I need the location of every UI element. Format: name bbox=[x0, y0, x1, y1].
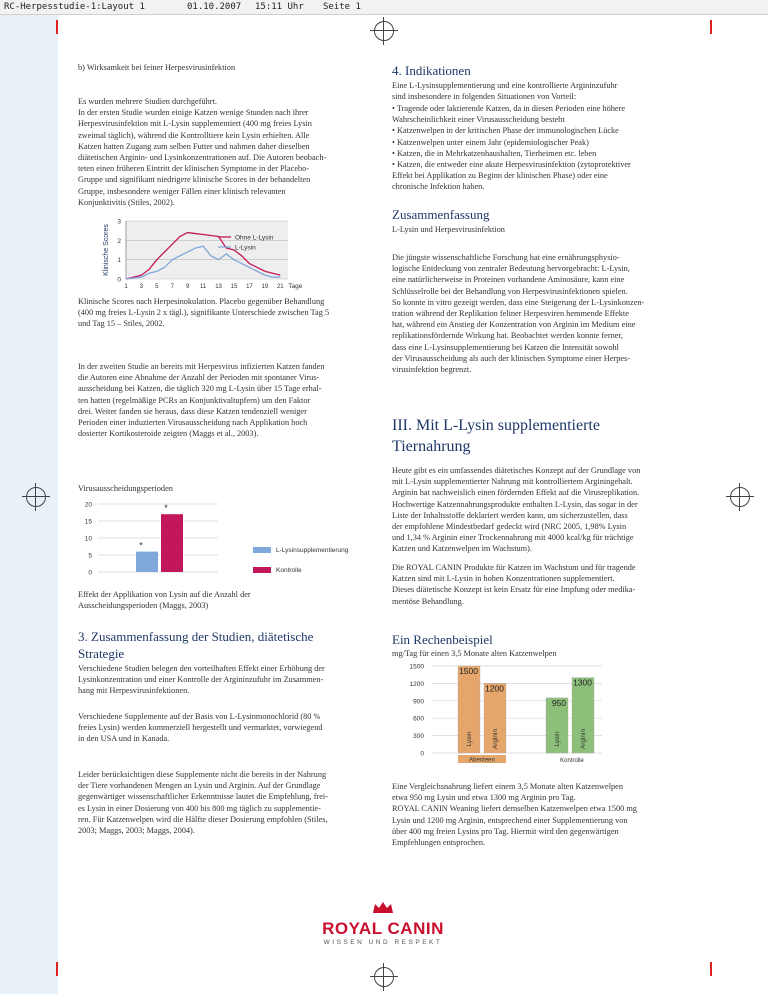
text-line: der Tiere vorhandenen Mengen an Lysin und Arginin. Auf der Grundlage bbox=[78, 781, 321, 791]
text-line: Gruppe, insbesondere weniger Fällen einer klinisch relevanten bbox=[78, 186, 286, 196]
text-line: Eine L-Lysinsupplementierung und eine kontrollierte Argininzufuhr bbox=[392, 81, 618, 90]
text-line: Lysinkonzentration und einer Kontrolle der Argininzufuhr im Zusammen- bbox=[78, 675, 324, 685]
text-line: Hochwertige Katzennahrungsprodukte enthalten L-Lysin, das sogar in der bbox=[392, 499, 638, 509]
heading-line: 3. Zusammenfassung der Studien, diätetische bbox=[78, 629, 314, 644]
text-line: die Autoren eine Abnahme der Anzahl der Perioden mit spontaner Virus- bbox=[78, 373, 320, 383]
summary-subtitle: L-Lysin und Herpesvirusinfektion bbox=[392, 225, 505, 234]
text-line: Heute gibt es ein umfassendes diätetisches Konzept auf der Grundlage von bbox=[392, 466, 641, 475]
text-line: Klinische Scores nach Herpesinokulation. Placebo gegenüber Behandlung bbox=[78, 297, 325, 306]
text-line: mit L-Lysin supplementierter Nahrung mit kontrolliertem Arginingehalt. bbox=[392, 477, 633, 487]
group-label: Kontrolle bbox=[560, 758, 584, 764]
crown-icon bbox=[371, 900, 395, 914]
shedding-chart-title: Virusausscheidungsperioden bbox=[78, 484, 173, 493]
example-text bbox=[392, 781, 692, 848]
x-tick-label: 3 bbox=[139, 284, 144, 290]
heading-line: Strategie bbox=[78, 646, 125, 661]
registration-mark-icon bbox=[370, 963, 398, 991]
y-tick-label: 20 bbox=[84, 501, 92, 509]
crop-mark bbox=[710, 962, 712, 976]
bar bbox=[136, 552, 158, 572]
text-line: (400 mg freies L-Lysin 2 x tägl.), signifikante Unterschiede zwischen Tag 5 bbox=[78, 308, 330, 318]
text-line: ren. Für Katzenwelpen wird die Hälfte dieser Dosierung empfohlen (Stiles, bbox=[78, 814, 328, 824]
heading-line: III. Mit L-Lysin supplementierte bbox=[392, 417, 600, 434]
y-tick-label: 15 bbox=[84, 518, 92, 526]
y-tick-label: 5 bbox=[88, 552, 92, 560]
section-heading-iii bbox=[392, 415, 692, 457]
clinical-scores-chart bbox=[78, 217, 328, 293]
x-tick-label: 21 bbox=[276, 284, 284, 290]
royal-canin-products-text bbox=[392, 562, 692, 607]
y-tick-label: 900 bbox=[413, 698, 424, 706]
text-line: So konnte in vitro gezeigt werden, dass eine Steigerung der L-Lysinkonzen- bbox=[392, 297, 645, 307]
shedding-periods-chart bbox=[78, 496, 388, 580]
logo-name: ROYAL CANIN bbox=[322, 919, 444, 938]
registration-mark-icon bbox=[22, 483, 50, 511]
y-tick-label: 10 bbox=[84, 535, 92, 543]
y-axis-label: Klinische Scores bbox=[103, 224, 110, 276]
section-heading-3 bbox=[78, 628, 378, 662]
text-line: eine natürlicherweise in Proteinen vorhandene Aminosäure, kann eine bbox=[392, 275, 625, 285]
print-slug bbox=[0, 0, 768, 15]
lysin-arginin-chart bbox=[392, 660, 622, 768]
text-line: Schlüsselrolle bei der Behandlung von Herpesvirusinfektionen spielen. bbox=[392, 286, 628, 296]
x-axis-label: Tage bbox=[288, 283, 303, 290]
text-line: drei. Weiter fanden sie heraus, dass diese Katzen tendenziell weniger bbox=[78, 406, 307, 416]
example-subtitle: mg/Tag für einen 3,5 Monate alten Katzenwelpen bbox=[392, 649, 557, 658]
x-tick-label: 1 bbox=[124, 284, 128, 290]
legend-swatch bbox=[253, 567, 271, 573]
text-line: Arginin hat nachweislich einen fördernden Effekt auf die Virusreplikation. bbox=[392, 488, 640, 498]
bar-category-label: Lysin bbox=[554, 731, 561, 747]
heading-line: Tiernahrung bbox=[392, 438, 471, 455]
text-line: Katzen hatten Zugang zum selben Futter und nahmen daher dieselben bbox=[78, 141, 310, 151]
y-tick-label: 0 bbox=[420, 750, 424, 758]
chart-caption-clinical-scores bbox=[78, 296, 378, 330]
paragraph-second-study bbox=[78, 361, 378, 439]
text-line: Leider berücksichtigen diese Supplemente nicht die bereits in der Nahrung bbox=[78, 770, 327, 779]
left-column bbox=[78, 62, 378, 73]
y-tick-label: 2 bbox=[117, 237, 121, 245]
chart-caption-shedding bbox=[78, 589, 378, 611]
text-line: Die ROYAL CANIN Produkte für Katzen im Wachstum und für tragende bbox=[392, 563, 636, 572]
text-line: • Katzenwelpen in der kritischen Phase der immunologischen Lücke bbox=[392, 126, 619, 136]
text-line: ten hatten (regelmäßige PCRs an Konjunktivaltupfern) um den Faktor bbox=[78, 395, 311, 405]
text-line: dosierter Kortikosteroide zeigten (Maggs et al., 2003). bbox=[78, 429, 259, 439]
legend-label: L-Lysinsupplementierung bbox=[276, 547, 349, 554]
bar-value-label: 1500 bbox=[459, 666, 478, 676]
text-line: • Tragende oder laktierende Katzen, da in diesen Perioden eine höhere bbox=[392, 104, 626, 113]
text-line: Die jüngste wissenschaftliche Forschung hat eine ernährungsphysio- bbox=[392, 253, 620, 262]
x-tick-label: 17 bbox=[246, 284, 253, 290]
text-line: mentöse Behandlung. bbox=[392, 596, 464, 606]
x-tick-label: 7 bbox=[170, 284, 174, 290]
text-line: Empfehlungen entsprochen. bbox=[392, 838, 486, 848]
subsection-b: b) Wirksamkeit bei feiner Herpesvirusinfektion bbox=[78, 63, 236, 72]
crop-mark bbox=[56, 962, 58, 976]
y-tick-label: 300 bbox=[413, 733, 424, 741]
indications-list bbox=[392, 103, 692, 193]
y-tick-label: 1 bbox=[117, 257, 121, 265]
bar-category-label: Lysin bbox=[466, 731, 473, 747]
example-heading: Ein Rechenbeispiel bbox=[392, 632, 493, 647]
registration-mark-icon bbox=[370, 17, 398, 45]
slug-date: 01.10.2007 bbox=[187, 2, 242, 12]
text-line: Gruppe und signifikant niedrigere klinische Scores in der behandelten bbox=[78, 175, 311, 185]
text-line: • Katzen, die entweder eine akute Herpesvirusinfektion (zytoprotektiver bbox=[392, 160, 631, 170]
y-tick-label: 0 bbox=[117, 276, 121, 284]
text-line: ausscheidung bei Katzen, die täglich 320 mg L-Lysin über 15 Tage erhal- bbox=[78, 384, 322, 394]
bar-category-label: Arginin bbox=[580, 728, 587, 750]
text-line: Katzen und Katzenwelpen im Wachstum). bbox=[392, 544, 532, 554]
bar-category-label: Arginin bbox=[492, 728, 499, 750]
x-tick-label: 15 bbox=[230, 284, 238, 290]
text-line: zweimal täglich), während die Kontrolltiere kein Lysin erhielten. Alle bbox=[78, 130, 310, 140]
text-line: Verschiedene Supplemente auf der Basis von L-Lysinmonochlorid (80 % bbox=[78, 712, 321, 721]
text-line: der empfohlene Mindestbedarf gedeckt wird (NRC 2005, 1,98% Lysin bbox=[392, 522, 627, 532]
text-line: etwa 950 mg Lysin und etwa 1300 mg Arginin pro Tag. bbox=[392, 793, 576, 803]
registration-mark-icon bbox=[726, 483, 754, 511]
text-line: Wahrscheinlichkeit einer Virusausscheidung besteht bbox=[392, 115, 565, 125]
text-line: • Katzen, die in Mehrkatzenhaushalten, Tierheimen etc. leben bbox=[392, 148, 597, 158]
significance-marker: * bbox=[139, 540, 143, 551]
text-line: Perioden einer induzierten Virusausscheidung nach Applikation hoch bbox=[78, 418, 308, 428]
summary-heading: Zusammenfassung bbox=[392, 207, 490, 222]
significance-marker: * bbox=[164, 503, 168, 514]
summary-text bbox=[392, 252, 692, 375]
text-line: In der ersten Studie wurden einige Katzen wenige Stunden nach ihrer bbox=[78, 108, 309, 118]
x-tick-label: 5 bbox=[155, 284, 159, 290]
text-line: replikationsfördernde Wirkung hat. Beobachtet werden konnte ferner, bbox=[392, 331, 623, 341]
text-line: und 1,34 % Arginin einer Trockennahrung mit 4000 kcal/kg für trächtige bbox=[392, 533, 634, 543]
group-label: Abenteen bbox=[469, 757, 495, 764]
text-line: der Virusausscheidung als auch der klinischen Symptome einer Herpes- bbox=[392, 353, 631, 363]
text-line: sind insbesondere in folgenden Situationen von Vorteil: bbox=[392, 92, 577, 102]
text-line: Effekt bei Applikation zu Beginn der klinischen Phase) oder eine bbox=[392, 171, 608, 181]
text-line: teten einen früheren Eintritt der klinischen Symptome in der Placebo- bbox=[78, 164, 310, 174]
section-heading-4: 4. Indikationen bbox=[392, 63, 471, 78]
logo-tagline: WISSEN UND RESPEKT bbox=[323, 939, 443, 946]
indications-intro bbox=[392, 80, 692, 102]
bar-value-label: 950 bbox=[551, 697, 566, 708]
text-line: Katzen sind mit L-Lysin in hohen Konzentrationen supplementiert. bbox=[392, 574, 615, 584]
paragraph-first-study bbox=[78, 96, 378, 208]
crop-mark bbox=[710, 20, 712, 34]
text-line: über 400 mg freien Lysins pro Tag. Hiermit wird den gegenwärtigen bbox=[392, 826, 619, 836]
bar-value-label: 1200 bbox=[485, 683, 504, 694]
x-tick-label: 13 bbox=[215, 284, 222, 290]
legend-label: Kontrolle bbox=[276, 567, 302, 574]
text-line: Effekt der Applikation von Lysin auf die Anzahl der bbox=[78, 590, 251, 599]
y-tick-label: 0 bbox=[88, 569, 92, 577]
text-line: Liste der Inhaltsstoffe deklariert werden kann, um sicherzustellen, dass bbox=[392, 510, 628, 520]
y-tick-label: 600 bbox=[413, 715, 424, 723]
text-line: diätetischen Arginin- und Lysinkonzentrationen auf. Die Autoren beobach- bbox=[78, 153, 327, 163]
text-line: 2003; Maggs, 2003; Maggs, 2004). bbox=[78, 826, 195, 836]
royal-canin-logo bbox=[318, 900, 448, 946]
slug-time: 15:11 Uhr bbox=[255, 2, 304, 12]
x-tick-label: 9 bbox=[186, 284, 190, 290]
slug-doc: RC-Herpesstudie-1:Layout 1 bbox=[4, 2, 145, 12]
legend-label: Ohne L-Lysin bbox=[235, 234, 274, 242]
slug-page: Seite 1 bbox=[323, 2, 361, 12]
text-line: logische Entdeckung von zentraler Bedeutung hervorgebracht: L-Lysin, bbox=[392, 264, 630, 274]
crop-mark bbox=[56, 20, 58, 34]
text-line: Dieses diätetische Konzept ist kein Ersatz für eine Impfung oder medika- bbox=[392, 585, 636, 595]
text-line: hat, während ein Anstieg der Konzentration von Arginin im Medium eine bbox=[392, 320, 636, 330]
paragraph-studies-summary bbox=[78, 663, 378, 697]
text-line: Herpesvirusinfektion mit L-Lysin supplementiert (400 mg freies Lysin bbox=[78, 119, 312, 129]
text-line: es Lysin in einer Dosierung von 400 bis 800 mg täglich zu supplementie- bbox=[78, 803, 321, 813]
text-line: Lysin und 1200 mg Arginin, entsprechend einer Supplementierung von bbox=[392, 815, 628, 825]
text-line: • Katzenwelpen unter einem Jahr (epidemiologischer Peak) bbox=[392, 137, 589, 147]
bar bbox=[161, 514, 183, 572]
text-line: gegenwärtiger wissenschaftlicher Erkenntnisse lautet die Empfehlung, frei- bbox=[78, 792, 328, 802]
y-tick-label: 1200 bbox=[409, 680, 424, 688]
text-line: Konjunktivitis (Stiles, 2002). bbox=[78, 197, 175, 207]
text-line: tration während der Replikation feliner Herpesviren hemmende Effekte bbox=[392, 309, 629, 319]
text-line: hang mit Herpesvirusinfektionen. bbox=[78, 686, 190, 696]
x-tick-label: 11 bbox=[200, 284, 207, 290]
text-line: Ausscheidungsperioden (Maggs, 2003) bbox=[78, 601, 209, 611]
text-line: dass eine L-Lysinsupplementierung bei Katzen die Intensität sowohl bbox=[392, 342, 619, 352]
paragraph-supplements bbox=[78, 711, 378, 745]
legend-swatch bbox=[253, 547, 271, 553]
text-line: Es wurden mehrere Studien durchgeführt. bbox=[78, 97, 217, 106]
text-line: virusinfektion begrenzt. bbox=[392, 365, 472, 375]
y-tick-label: 3 bbox=[117, 218, 121, 226]
y-tick-label: 1500 bbox=[409, 663, 424, 671]
diet-concept-text bbox=[392, 465, 692, 555]
paragraph-recommendation bbox=[78, 769, 378, 836]
text-line: freies Lysin) werden kommerziell hergestellt und vermarktet, vorwiegend bbox=[78, 723, 323, 733]
text-line: ROYAL CANIN Weaning liefert demselben Katzenwelpen etwa 1500 mg bbox=[392, 804, 637, 814]
text-line: In der zweiten Studie an bereits mit Herpesvirus infizierten Katzen fanden bbox=[78, 362, 325, 371]
text-line: in den USA und in Kanada. bbox=[78, 734, 170, 744]
text-line: Verschiedene Studien belegen den vorteilhaften Effekt einer Erhöhung der bbox=[78, 664, 325, 673]
bar-value-label: 1300 bbox=[573, 677, 592, 688]
legend-label: L-Lysin bbox=[235, 244, 256, 252]
text-line: chronische Infektion haben. bbox=[392, 182, 485, 192]
x-tick-label: 19 bbox=[261, 284, 269, 290]
text-line: und Tag 15 – Stiles, 2002. bbox=[78, 319, 165, 329]
text-line: Eine Vergleichsnahrung liefert einem 3,5 Monate alten Katzenwelpen bbox=[392, 782, 623, 791]
